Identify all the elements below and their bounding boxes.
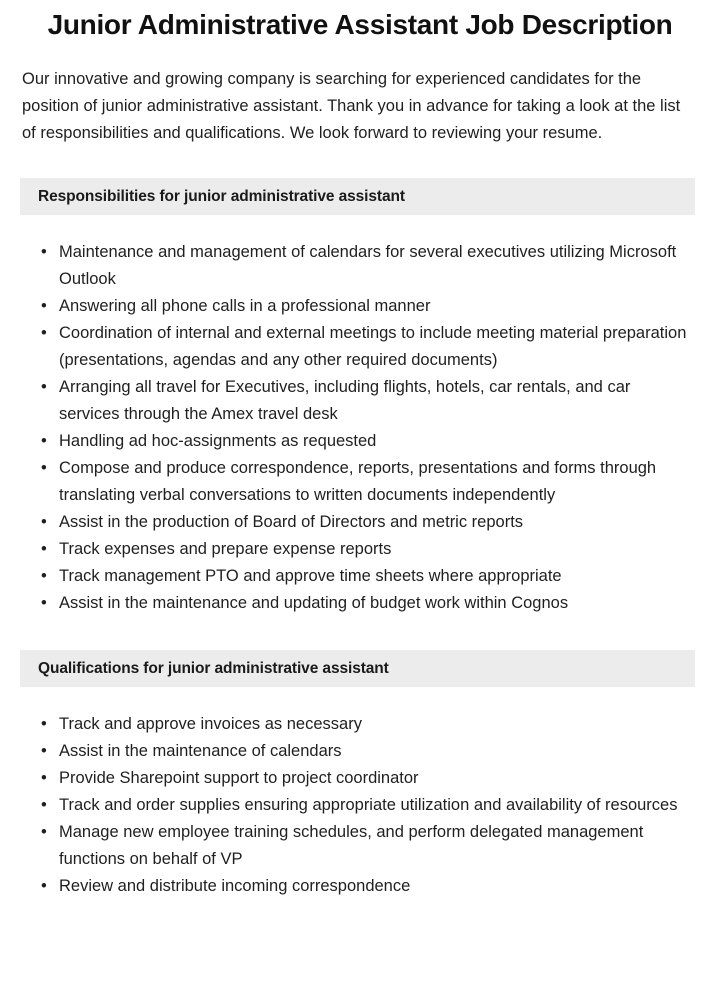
bullet-icon: •	[41, 742, 47, 760]
bullet-icon: •	[41, 796, 47, 814]
list-item	[0, 711, 720, 738]
bullet-icon: •	[41, 823, 47, 841]
bullet-icon: •	[41, 432, 47, 450]
section-header-qualifications	[20, 650, 695, 687]
list-item	[0, 873, 720, 900]
list-item	[0, 293, 720, 320]
list-item	[0, 590, 720, 617]
list-item	[0, 428, 720, 455]
qualifications-list	[0, 687, 720, 900]
list-item	[0, 374, 720, 428]
list-item-text: Track and order supplies ensuring appropriate utilization and availability of resources	[59, 796, 678, 814]
bullet-icon: •	[41, 378, 47, 396]
bullet-icon: •	[41, 243, 47, 261]
list-item-text: Answering all phone calls in a professional manner	[59, 297, 431, 315]
bullet-icon: •	[41, 769, 47, 787]
list-item	[0, 455, 720, 509]
list-item	[0, 792, 720, 819]
section-header-responsibilities	[20, 178, 695, 215]
spacer-before-qualifications	[0, 617, 720, 650]
bullet-icon: •	[41, 459, 47, 477]
list-item	[0, 536, 720, 563]
list-item-text: Track expenses and prepare expense reports	[59, 540, 392, 558]
list-item-text: Review and distribute incoming correspondence	[59, 877, 411, 895]
list-item-text: Provide Sharepoint support to project coordinator	[59, 769, 419, 787]
bullet-icon: •	[41, 715, 47, 733]
list-item-text: Track management PTO and approve time sheets where appropriate	[59, 567, 562, 585]
bullet-icon: •	[41, 297, 47, 315]
spacer-before-responsibilities	[0, 147, 720, 178]
bullet-icon: •	[41, 877, 47, 895]
list-item	[0, 509, 720, 536]
list-item-text: Assist in the maintenance of calendars	[59, 742, 342, 760]
list-item-text: Handling ad hoc-assignments as requested	[59, 432, 377, 450]
page-title: Junior Administrative Assistant Job Description	[47, 9, 673, 40]
list-item-text: Arranging all travel for Executives, including flights, hotels, car rentals, and car services through the Amex travel desk	[59, 378, 631, 423]
intro-paragraph: Our innovative and growing company is searching for experienced candidates for the position of junior administrative assistant. Thank you in advance for taking a look at the list of responsibilities and qualifications. We look forward to reviewing your resume.	[22, 70, 681, 142]
list-item-text: Manage new employee training schedules, and perform delegated management functions on behalf of VP	[59, 823, 644, 868]
bullet-icon: •	[41, 567, 47, 585]
list-item-text: Assist in the maintenance and updating of budget work within Cognos	[59, 594, 569, 612]
list-item-text: Compose and produce correspondence, reports, presentations and forms through translating verbal conversations to written documents independently	[59, 459, 657, 504]
bullet-icon: •	[41, 324, 47, 342]
list-item	[0, 738, 720, 765]
list-item	[0, 563, 720, 590]
list-item	[0, 765, 720, 792]
list-item	[0, 320, 720, 374]
bullet-icon: •	[41, 540, 47, 558]
bullet-icon: •	[41, 513, 47, 531]
list-item	[0, 239, 720, 293]
list-item-text: Coordination of internal and external meetings to include meeting material preparation (presentations, agendas and any other required documents)	[59, 324, 687, 369]
list-item-text: Maintenance and management of calendars for several executives utilizing Microsoft Outlook	[59, 243, 677, 288]
list-item-text: Track and approve invoices as necessary	[59, 715, 362, 733]
list-item-text: Assist in the production of Board of Directors and metric reports	[59, 513, 524, 531]
responsibilities-list	[0, 215, 720, 617]
bullet-icon: •	[41, 594, 47, 612]
list-item	[0, 819, 720, 873]
section-heading-label: Qualifications for junior administrative assistant	[38, 659, 389, 677]
section-heading-label: Responsibilities for junior administrative assistant	[38, 187, 405, 205]
